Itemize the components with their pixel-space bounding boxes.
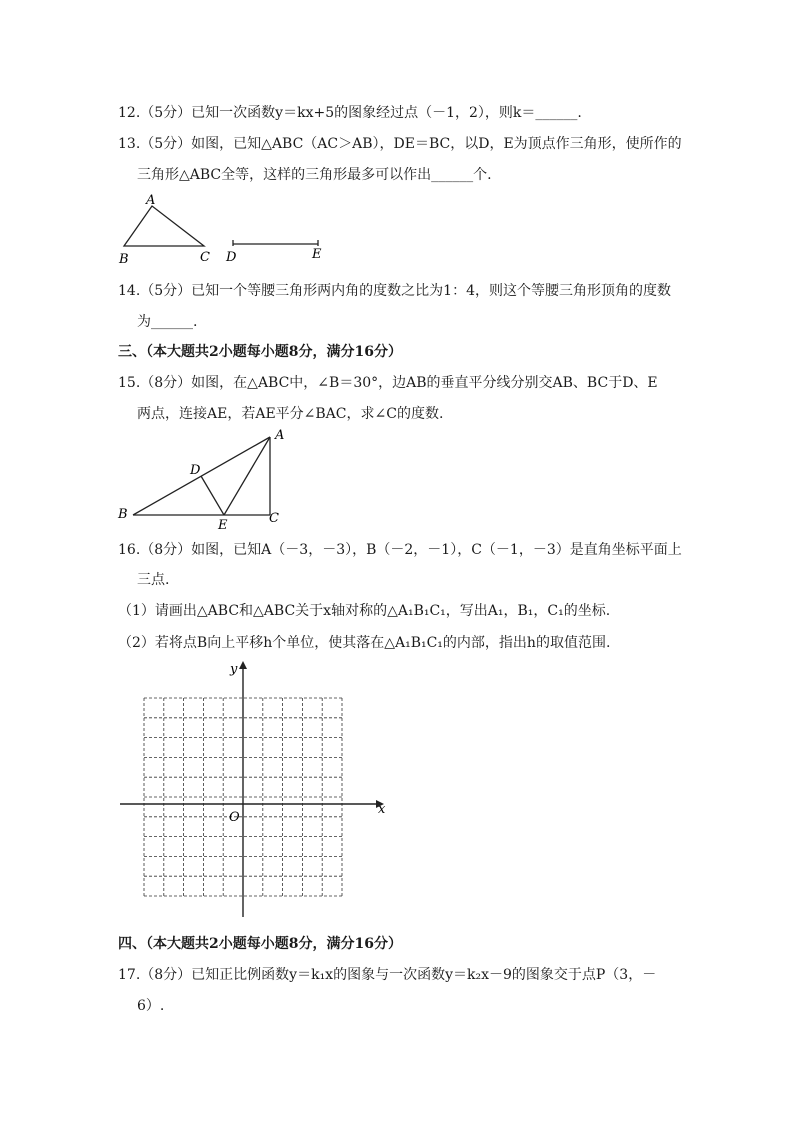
q15-label-c: C <box>269 511 279 526</box>
q13-label-e: E <box>312 247 322 262</box>
q15-label-d: D <box>190 463 201 478</box>
q13-line1: 13.（5分）如图，已知△ABC（AC＞AB），DE＝BC，以D，E为顶点作三角形，使所作的 <box>118 136 682 152</box>
y-axis-label: y <box>230 662 238 677</box>
q15-label-e: E <box>218 518 228 533</box>
origin-label: O <box>229 810 240 825</box>
q16-coordinate-grid <box>110 655 400 925</box>
q13-figure <box>112 190 342 270</box>
q13-label-b: B <box>119 252 129 267</box>
y-axis-arrow-icon <box>239 661 247 669</box>
q15-label-a: A <box>275 428 285 443</box>
q14-line2: 为______. <box>137 314 198 330</box>
q15-figure <box>112 425 292 535</box>
q13-label-d: D <box>226 250 237 265</box>
q13-label-c: C <box>200 250 210 265</box>
q15-segment-ae <box>224 437 270 515</box>
q13-triangle-abc <box>124 206 204 246</box>
q16-line1: 16.（8分）如图，已知A（－3，－3），B（－2，－1），C（－1，－3）是直角坐标平面上 <box>118 542 682 558</box>
section3-title: 三、（本大题共2小题每小题8分，满分16分） <box>118 344 402 360</box>
q13-label-a: A <box>146 193 156 208</box>
q12-line1: 12.（5分）已知一次函数y＝kx+5的图象经过点（－1，2），则k＝______. <box>118 105 582 121</box>
q17-line2: 6）. <box>137 998 165 1014</box>
q15-label-b: B <box>118 507 128 522</box>
q15-segment-de <box>201 476 224 515</box>
q16-part1: （1）请画出△ABC和△ABC关于x轴对称的△A₁B₁C₁，写出A₁，B₁，C₁的坐标. <box>118 603 611 619</box>
q16-line2: 三点. <box>137 572 170 588</box>
q16-part2: （2）若将点B向上平移h个单位，使其落在△A₁B₁C₁的内部，指出h的取值范围. <box>118 635 611 651</box>
q17-line1: 17.（8分）已知正比例函数y＝k₁x的图象与一次函数y＝k₂x－9的图象交于点P（3，－ <box>118 967 657 983</box>
q13-line2: 三角形△ABC全等，这样的三角形最多可以作出______个. <box>137 167 492 183</box>
q15-line1: 15.（8分）如图，在△ABC中，∠B＝30°，边AB的垂直平分线分别交AB、BC于D、E <box>118 375 658 391</box>
x-axis-label: x <box>378 802 386 817</box>
q15-line2: 两点，连接AE，若AE平分∠BAC，求∠C的度数. <box>137 406 444 422</box>
section4-title: 四、（本大题共2小题每小题8分，满分16分） <box>118 936 402 952</box>
q14-line1: 14.（5分）已知一个等腰三角形两内角的度数之比为1：4，则这个等腰三角形顶角的度数 <box>118 283 671 299</box>
